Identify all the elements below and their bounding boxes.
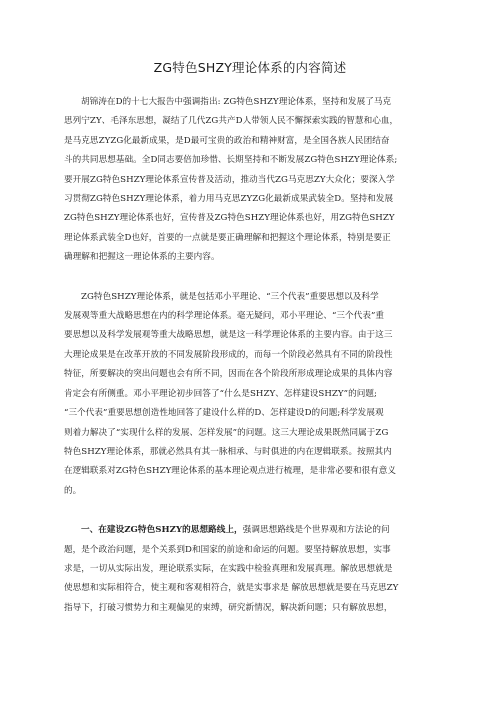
paragraph-line — [64, 521, 436, 540]
paragraph-line: 习贯彻ZG特色SHZY理论体系，着力用马克思ZYZG化最新成果武装全D。坚持和发展 — [64, 194, 394, 205]
paragraph-line: 要思想以及科学发展观等重大战略思想，就是这一科学理论体系的主要内容。由于这三 — [64, 330, 393, 341]
paragraph-line: ZG特色SHZY理论体系，就是包括邓小平理论、“三个代表”重要思想以及科学 — [81, 291, 379, 302]
paragraph-line: 的。 — [64, 485, 82, 496]
paragraph-line: 在逻辑联系对ZG特色SHZY理论体系的基本理论观点进行梳理，是非常必要和很有意义 — [64, 466, 397, 477]
paragraph-line: 是马克思ZYZG化最新成果，是D最可宝贵的政治和精神财富，是全国各族人民团结奋 — [64, 135, 390, 146]
paragraph-line: 要开展ZG特色SHZY理论体系宣传普及活动，推动当代ZG马克思ZY大众化；要深入学 — [64, 174, 395, 185]
paragraph-line: 思列宁ZY、毛泽东思想，凝结了几代ZG共产D人带领人民不懈探索实践的智慧和心血， — [64, 116, 399, 127]
document-title: ZG特色SHZY理论体系的内容简述 — [153, 60, 347, 75]
paragraph-text: 强调思想路线是个世界观和方法论的问 — [242, 525, 390, 536]
paragraph-line: 则着力解决了“实现什么样的发展、怎样发展”的问题。这三大理论成果既然同属于ZG — [64, 427, 389, 438]
paragraph-line: 特色SHZY理论体系，那就必然具有其一脉相承、与时俱进的内在逻辑联系。按照其内 — [64, 446, 392, 457]
paragraph-gap — [64, 501, 436, 521]
paragraph-line: 求是，一切从实际出发，理论联系实际，在实践中检验真理和发展真理。解放思想就是 — [64, 563, 393, 574]
paragraph-line: 斗的共同思想基础。全D同志要倍加珍惜、长期坚持和不断发展ZG特色SHZY理论体系; — [64, 155, 398, 166]
section-heading: 一、在建设ZG特色SHZY的思想路线上， — [81, 525, 243, 536]
paragraph-line: 发展观等重大战略思想在内的科学理论体系。毫无疑问，邓小平理论、“三个代表”重 — [64, 311, 385, 322]
paragraph-gap — [64, 268, 436, 288]
paragraph-line: 指导下，打破习惯势力和主观偏见的束缚，研究新情况，解决新问题；只有解放思想， — [64, 602, 393, 613]
paragraph-line: 胡锦涛在D的十七大报告中强调指出: ZG特色SHZY理论体系，坚持和发展了马克 — [81, 97, 392, 107]
paragraph-line: 使思想和实际相符合，使主观和客观相符合，就是实事求是 解放思想就是要在马克思ZY — [64, 583, 399, 594]
paragraph-line: 肯定会有所侧重。邓小平理论初步回答了“什么是SHZY、怎样建设SHZY”的问题; — [64, 388, 377, 399]
paragraph-line: 题，是个政治问题，是个关系到D和国家的前途和命运的问题。要坚持解放思想，实事 — [64, 544, 391, 555]
paragraph-line: 大理论成果是在改革开放的不同发展阶段形成的，而每一个阶段必然具有不同的阶段性 — [64, 349, 393, 360]
paragraph-3 — [64, 521, 436, 618]
paragraph-line: 特征，所要解决的突出问题也会有所不同，因而在各个阶段所形成理论成果的具体内容 — [64, 369, 393, 380]
paragraph-line: ZG特色SHZY理论体系也好，宣传普及ZG特色SHZY理论体系也好，用ZG特色SHZY — [64, 213, 395, 224]
paragraph-2 — [64, 288, 436, 501]
paragraph-line: 确理解和把握这一理论体系的主要内容。 — [64, 252, 220, 263]
paragraph-line: “三个代表”重要思想创造性地回答了建设什么样的D、怎样建设D的问题;科学发展观 — [64, 408, 384, 419]
paragraph-1 — [64, 93, 436, 268]
paragraph-line: 理论体系武装全D也好，首要的一点就是要正确理解和把握这个理论体系，特别是要正 — [64, 232, 391, 243]
document-page — [64, 58, 436, 618]
